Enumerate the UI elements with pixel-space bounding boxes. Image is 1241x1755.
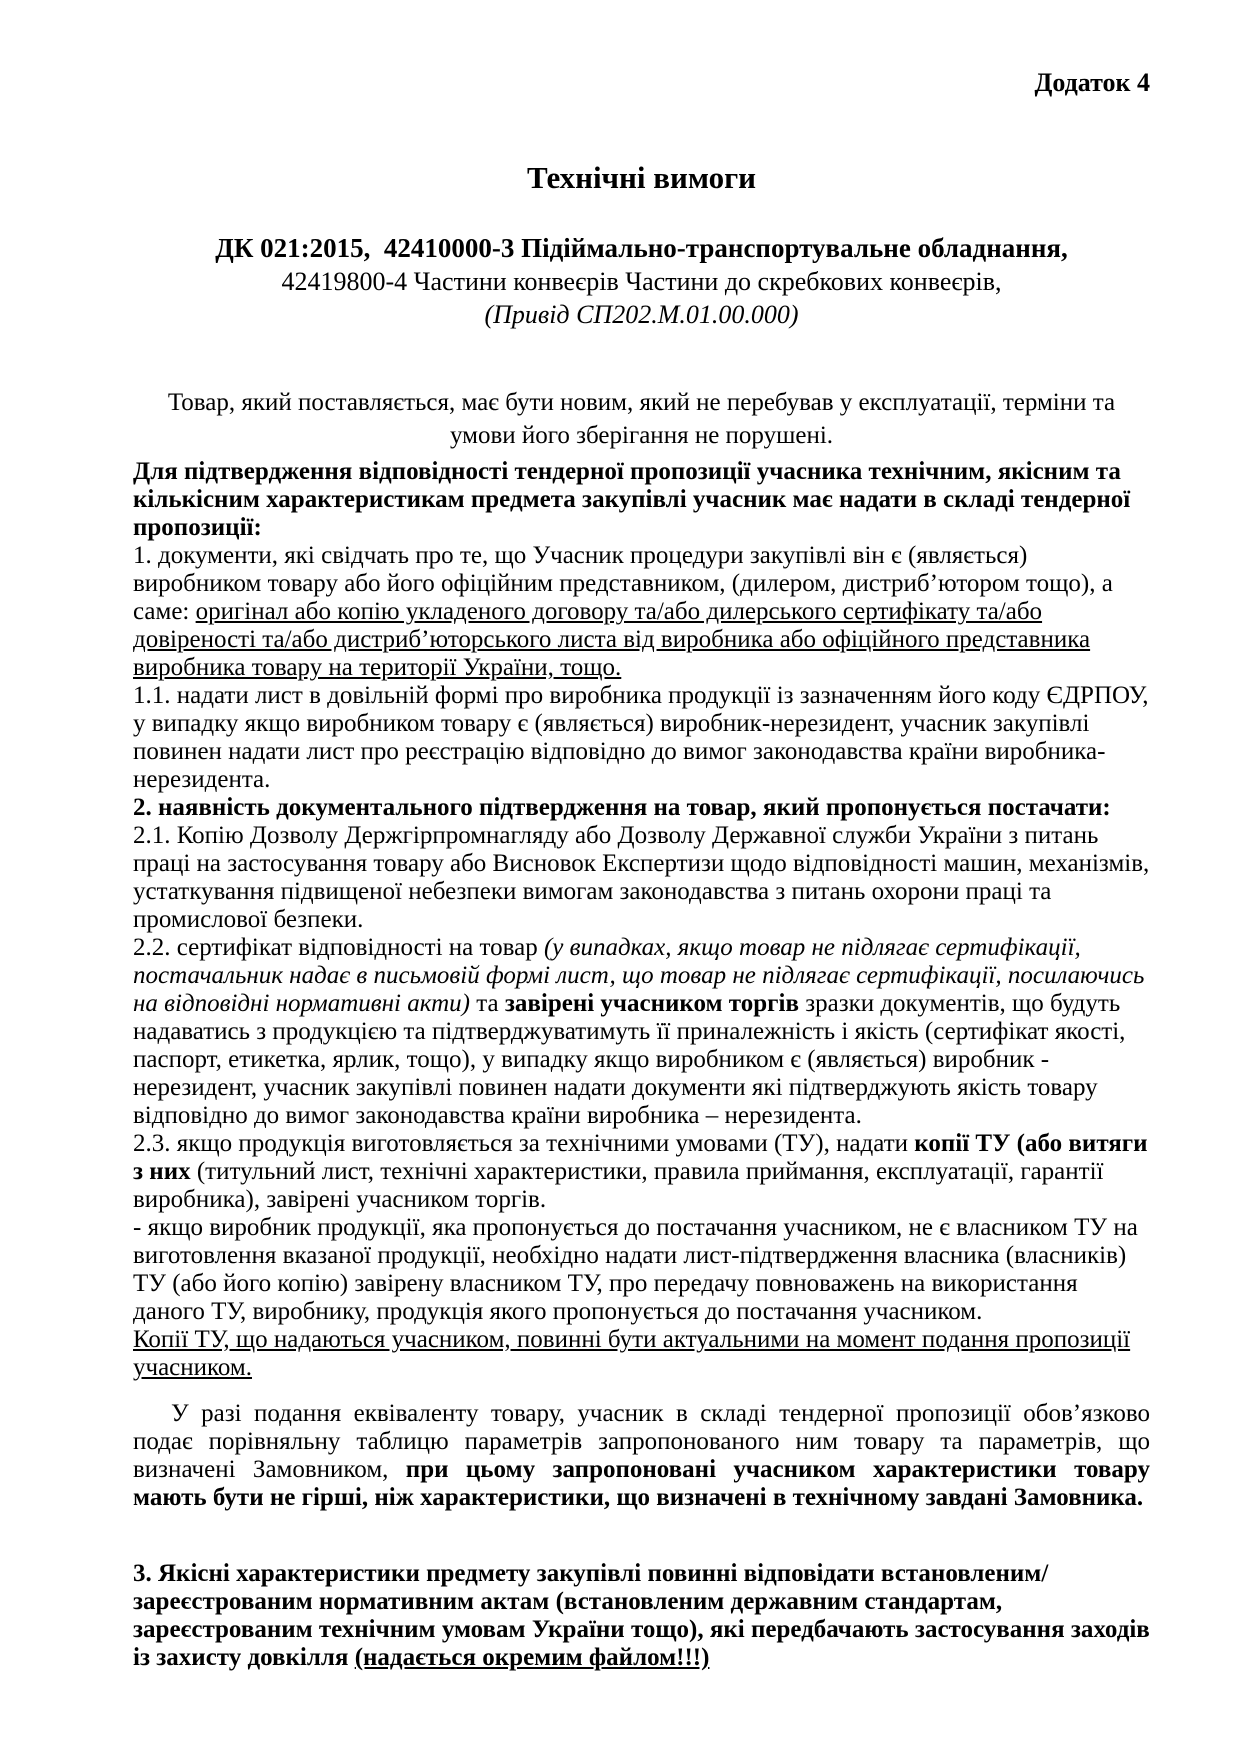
text-run: 2.2. сертифікат відповідності на товар [133, 934, 544, 961]
text-run: 3. Якісні характеристики предмету закупівлі повинні відповідати встановленим/зареєстрованим нормативним актам (встановленим державним стандартам, зареєстрованим технічним умовам України тощо), які передбачають застосування заходів із захисту довкілля [133, 1560, 1150, 1671]
item-2 [133, 794, 1150, 822]
equivalence-paragraph [133, 1400, 1150, 1512]
appendix-label [133, 68, 1150, 98]
item-2-1 [133, 822, 1150, 934]
classification-line-3 [133, 298, 1150, 331]
text-run: У разі подання еквіваленту товару, учасник в складі тендерної пропозиції обов’язково подає порівняльну таблицю параметрів запропонованого ним товару та параметрів, що визначені Замовником, [133, 1400, 1150, 1483]
text-run: 2.3. якщо продукція виготовляється за технічними умовами (ТУ), надати [133, 1130, 915, 1157]
underlined-text-run: оригінал або копію укладеного договору та/або дилерського сертифікату та/або довіреності та/або дистриб’юторського листа від виробника або офіційного представника виробника товару на території України, тощо. [133, 598, 1091, 681]
bold-text-run: при цьому запропоновані учасником характеристики товару мають бути не гірші, ніж характеристики, що визначені в технічному завдані Замовника. [133, 1456, 1150, 1511]
item-1-1 [133, 682, 1150, 794]
dash-item [133, 1214, 1150, 1326]
section-3 [133, 1560, 1150, 1672]
tu-note [133, 1326, 1150, 1382]
text-run: 42419800-4 Частини конвеєрів Частини до скребкових конвеєрів, [281, 267, 1002, 296]
text-run: 1.1. надати лист в довільній формі про виробника продукції із зазначенням його коду ЄДРПОУ, у випадку якщо виробником товару є (являється) виробник-нерезидент, учасник закупівлі повинен надати лист про реєстрацію відповідно до вимог законодавства країни виробника-нерезидента. [133, 682, 1149, 793]
text-run: 2.1. Копію Дозволу Держгірпромнагляду або Дозволу Державної служби України з питань праці на застосування товару або Висновок Експертизи щодо відповідності машин, механізмів, устаткування підвищеної небезпеки вимогам законодавства з питань охорони праці та промислової безпеки. [133, 822, 1150, 933]
document-title [133, 160, 1150, 196]
text-run: Для підтвердження відповідності тендерної пропозиції учасника технічним, якісним та кількісним характеристикам предмета закупівлі учасник має надати в складі тендерної пропозиції: [133, 458, 1131, 541]
underlined-text-run: Копії ТУ, що надаються учасником, повинні бути актуальними на момент подання пропозиції учасником. [133, 1326, 1131, 1381]
item-1 [133, 542, 1150, 682]
italic-text-run: (у випадках, якщо товар не підлягає сертифікації, постачальник надає в письмовій формі лист, що товар не підлягає сертифікації, посилаючись на відповідні нормативні акти) [133, 934, 1145, 1017]
text-run: 1. документи, які свідчать про те, що Учасник процедури закупівлі він є (являється) виробником товару або його офіційним представником, (дилером, дистриб’ютором тощо), а саме: [133, 542, 1113, 625]
item-2-2 [133, 934, 1150, 1130]
intro-paragraph [133, 386, 1150, 452]
classification-line-2 [133, 265, 1150, 298]
text-run: та [470, 990, 505, 1017]
bold-underlined-text-run: (надається окремим файлом!!!) [354, 1644, 710, 1671]
text-run: Технічні вимоги [526, 160, 757, 195]
classification-line-1 [133, 232, 1150, 265]
text-run: ДК 021:2015, 42410000-3 Підіймально-транспортувальне обладнання, [215, 233, 1068, 263]
lead-paragraph [133, 458, 1150, 542]
text-run: - якщо виробник продукції, яка пропонується до постачання учасником, не є власником ТУ на виготовлення вказаної продукції, необхідно надати лист-підтвердження власника (власників) ТУ (або його копію) завірену власником ТУ, про передачу повноважень на використання даного ТУ, виробнику, продукція якого пропонується до постачання учасником. [133, 1214, 1138, 1325]
bold-text-run: завірені учасником торгів [504, 990, 799, 1017]
text-run: Товар, який поставляється, має бути новим, який не перебував у експлуатації, терміни та умови його зберігання не порушені. [167, 389, 1116, 449]
text-run: зразки документів, що будуть надаватись з продукцією та підтверджуватимуть її приналежність і якість (сертифікат якості, паспорт, етикетка, ярлик, тощо), у випадку якщо виробником є (являється) виробник - нерезидент, учасник закупівлі повинен надати документи які підтверджують якість товару відповідно до вимог законодавства країни виробника – нерезидента. [133, 990, 1126, 1129]
text-run: Додаток 4 [1034, 68, 1150, 97]
text-run: (Привід СП202.М.01.00.000) [484, 300, 799, 329]
text-run: 2. наявність документального підтвердження на товар, який пропонується постачати: [133, 794, 1111, 821]
item-2-3 [133, 1130, 1150, 1214]
text-run: (титульний лист, технічні характеристики, правила приймання, експлуатації, гарантії виробника), завірені учасником торгів. [133, 1158, 1104, 1213]
bold-text-run: копії ТУ (або витяги з них [133, 1130, 1148, 1185]
